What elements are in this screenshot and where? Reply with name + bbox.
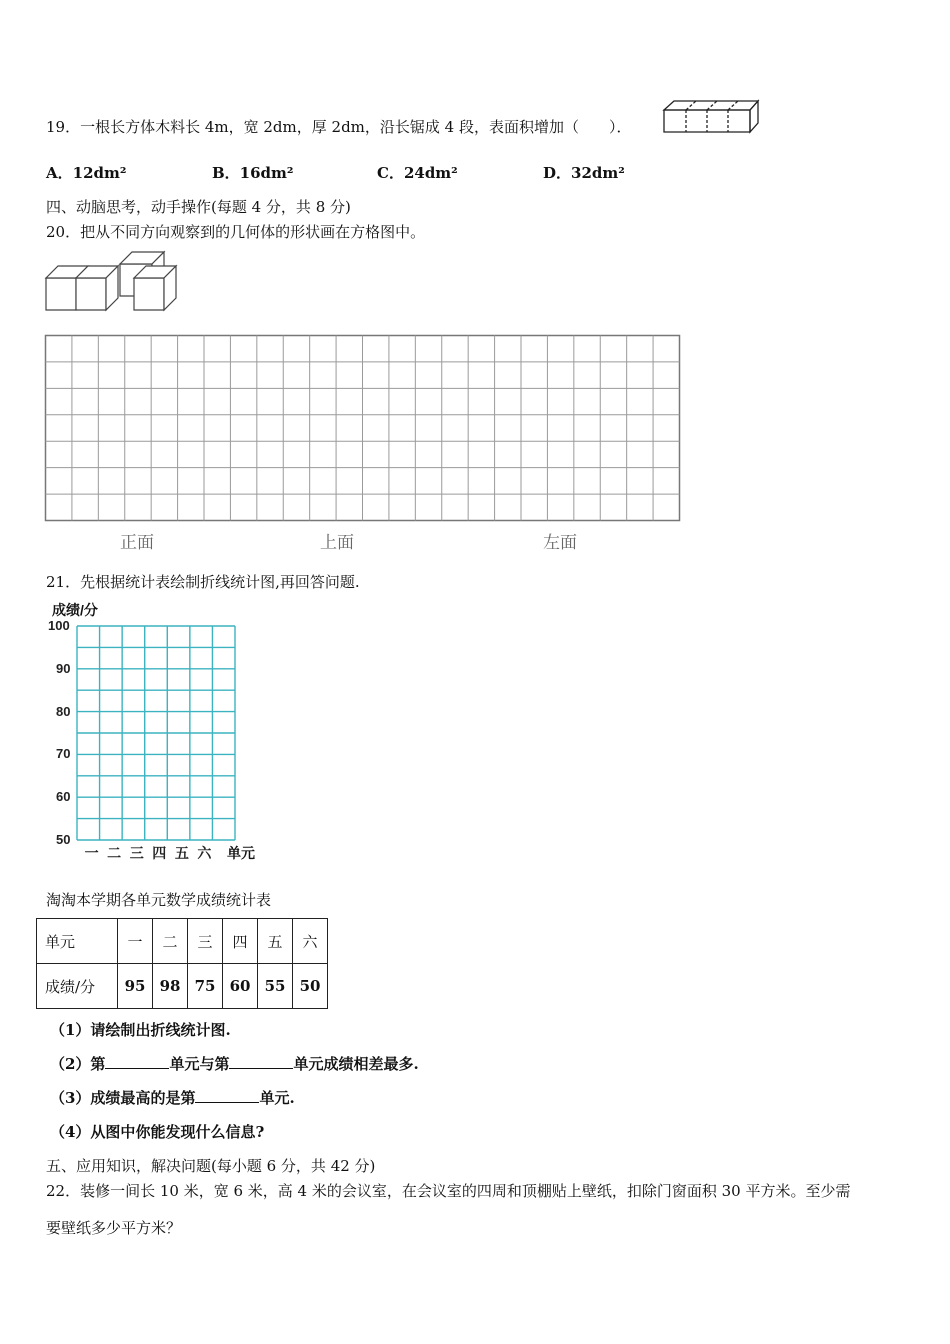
q19-option-d: D．32dm² (543, 164, 625, 182)
table-cell: 二 (153, 919, 188, 964)
y-tick-label: 100 (48, 618, 70, 633)
table-row (37, 919, 328, 964)
x-tick-label: 五 (174, 845, 189, 861)
q22-line2: 要壁纸多少平方米？ (46, 1219, 182, 1237)
table-cell: 三 (188, 919, 223, 964)
table-row (37, 964, 328, 1009)
y-tick-label: 50 (56, 832, 71, 847)
x-tick-label: 六 (197, 845, 212, 861)
q20-text: 20．把从不同方向观察到的几何体的形状画在方格图中。 (46, 223, 426, 241)
q21-sub2-c: 单元成绩相差最多. (293, 1055, 419, 1073)
table-cell: 四 (223, 919, 258, 964)
cubes-figure (44, 250, 180, 312)
answer-blank[interactable] (105, 1054, 169, 1069)
drawing-grid[interactable] (44, 334, 682, 524)
x-tick-label: 三 (129, 845, 144, 861)
y-tick-label: 90 (56, 660, 71, 676)
q21-sub3-a: （3）成绩最高的是第 (50, 1089, 196, 1107)
y-tick-label: 60 (56, 789, 71, 805)
table-header-score: 成绩/分 (37, 964, 118, 1009)
answer-blank[interactable] (195, 1088, 259, 1103)
table-cell: 50 (293, 964, 328, 1009)
table-cell: 95 (118, 964, 153, 1009)
q21-sub3 (50, 1087, 295, 1108)
chart-ylabel: 成绩/分 (52, 602, 98, 618)
q21-sub2-a: （2）第 (50, 1055, 106, 1073)
x-tick-label: 二 (107, 845, 122, 861)
table-cell: 五 (258, 919, 293, 964)
view-label-top: 上面 (320, 533, 354, 553)
q21-sub2 (50, 1053, 419, 1074)
view-label-left: 左面 (543, 533, 577, 553)
answer-blank[interactable] (229, 1054, 293, 1069)
table-cell: 98 (153, 964, 188, 1009)
q19-option-a: A．12dm² (46, 164, 127, 182)
line-chart-grid[interactable] (76, 624, 238, 846)
y-tick-label: 80 (56, 703, 71, 719)
table-cell: 六 (293, 919, 328, 964)
q22-line1: 22．装修一间长 10 米，宽 6 米，高 4 米的会议室，在会议室的四周和顶棚贴上壁纸，扣除门窗面积 30 平方米。至少需 (46, 1182, 851, 1200)
section5-title: 五、应用知识，解决问题(每小题 6 分，共 42 分) (46, 1157, 376, 1175)
chart-xlabel: 单元 (227, 845, 255, 861)
q21-sub1: （1）请绘制出折线统计图. (50, 1021, 231, 1039)
q19-text: 19．一根长方体木料长 4m，宽 2dm，厚 2dm，沿长锯成 4 段，表面积增加（ ）． (46, 118, 632, 136)
y-tick-label: 70 (56, 746, 71, 762)
table-header-unit: 单元 (37, 919, 118, 964)
q21-sub2-b: 单元与第 (169, 1055, 230, 1073)
table-cell: 60 (223, 964, 258, 1009)
q19-option-b: B．16dm² (212, 164, 294, 182)
table-cell: 55 (258, 964, 293, 1009)
table-cell: 一 (118, 919, 153, 964)
q21-sub4: （4）从图中你能发现什么信息? (50, 1123, 265, 1141)
wood-block-figure (660, 98, 762, 136)
view-label-front: 正面 (120, 533, 154, 553)
q21-text: 21．先根据统计表绘制折线统计图,再回答问题. (46, 573, 360, 591)
table-title: 淘淘本学期各单元数学成绩统计表 (46, 891, 272, 909)
q21-sub3-b: 单元. (259, 1089, 295, 1107)
q19-option-c: C．24dm² (377, 164, 458, 182)
x-tick-label: 四 (152, 845, 167, 861)
score-table (36, 918, 328, 1009)
section4-title: 四、动脑思考，动手操作(每题 4 分，共 8 分) (46, 198, 351, 216)
table-cell: 75 (188, 964, 223, 1009)
x-tick-label: 一 (84, 845, 99, 861)
